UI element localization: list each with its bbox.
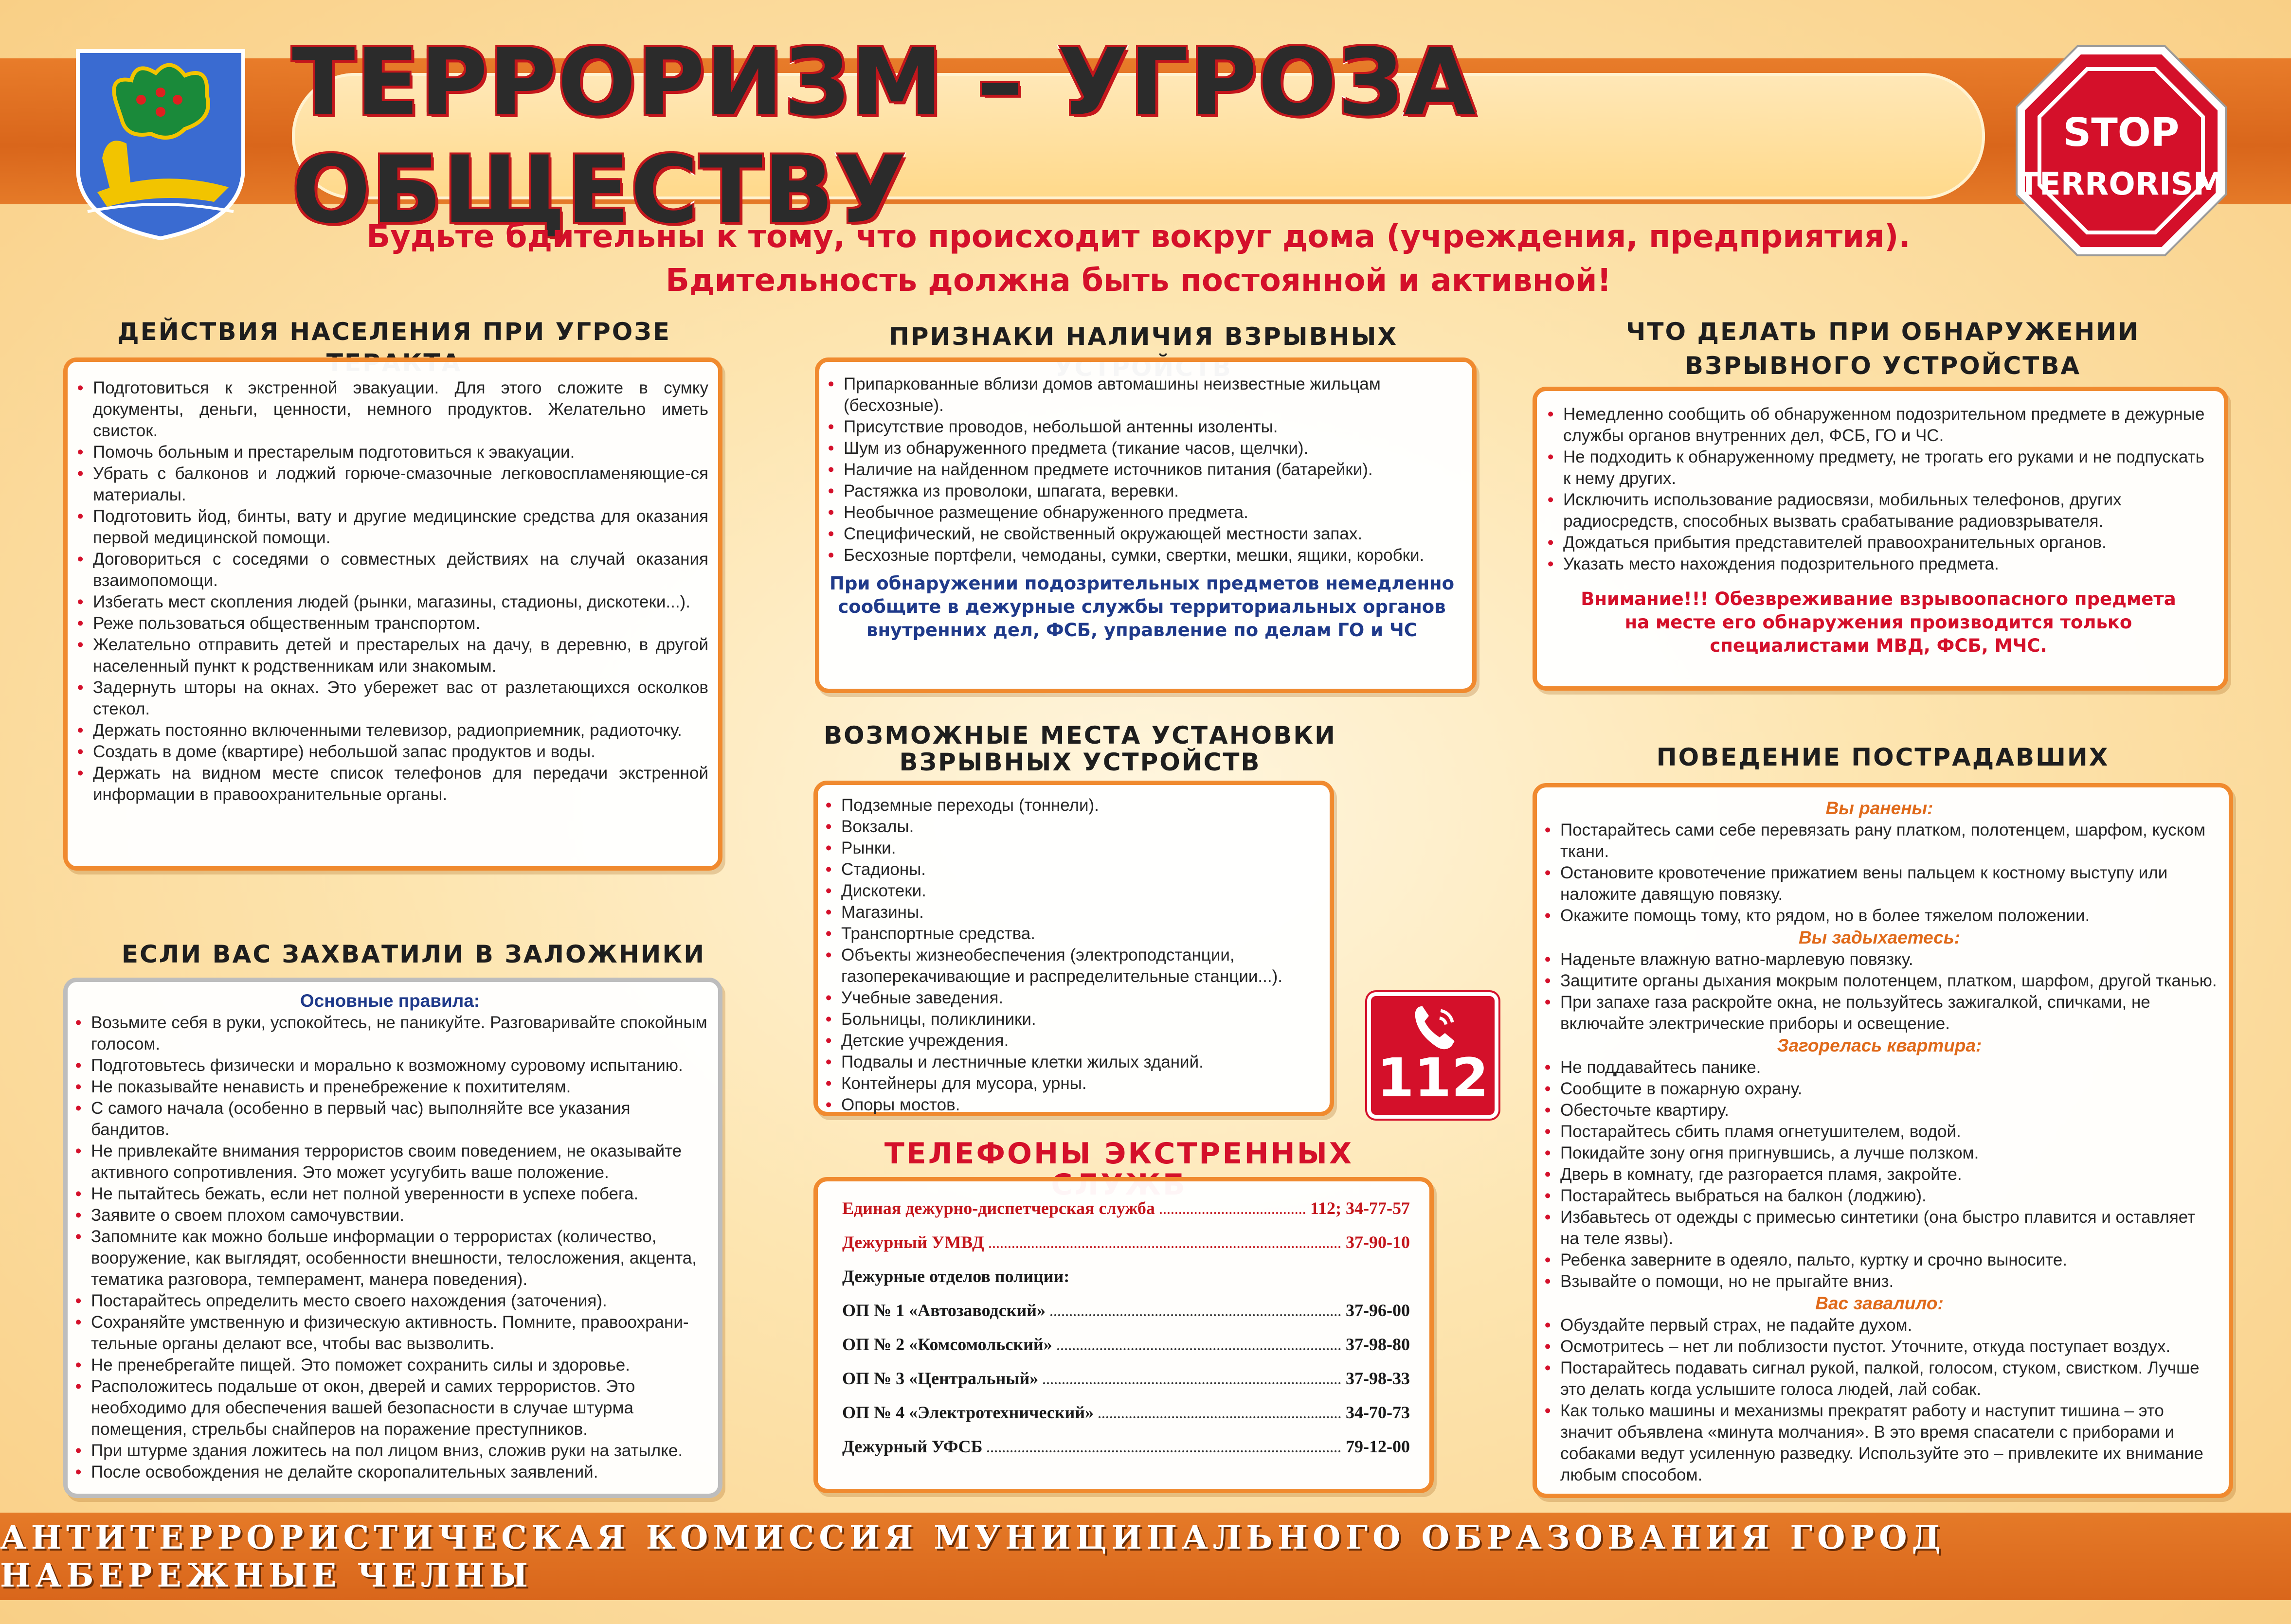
signs-box bbox=[815, 357, 1477, 693]
list-item: • Сообщите в пожарную охрану. bbox=[1541, 1078, 2218, 1100]
list-item: • Задернуть шторы на окнах. Это убережет вас от разлетающихся осколков стекол. bbox=[73, 677, 708, 720]
list-item: • Окажите помощь тому, кто рядом, но в более тяжелом положении. bbox=[1541, 905, 2218, 927]
list-item: • Покидайте зону огня пригнувшись, а лучше ползком. bbox=[1541, 1142, 2218, 1164]
list-item: • Немедленно сообщить об обнаруженном подозрительном предмете в дежурные службы органов внутренних дел, ФСБ, ГО и ЧС. bbox=[1544, 404, 2213, 446]
list-item: • Постарайтесь сами себе перевязать рану платком, полотенцем, шарфом, куском ткани. bbox=[1541, 820, 2218, 862]
places-box bbox=[813, 781, 1334, 1116]
list-item: • Создать в доме (квартире) небольшой запас продуктов и воды. bbox=[73, 741, 708, 763]
list-item: • Наличие на найденном предмете источников питания (батарейки). bbox=[824, 459, 1460, 481]
what-to-do-notice: Внимание!!! Обезвреживание взрывоопасного предмета на месте его обнаружения производится только специалистами МВД, ФСБ, МЧС. bbox=[1581, 589, 2176, 656]
list-item: • Держать постоянно включенными телевизор, радиоприемник, радиоточку. bbox=[73, 720, 708, 741]
phone-row: ОП № 2 «Комсомольский» 37-98-80 bbox=[842, 1335, 1410, 1354]
actions-title: ДЕЙСТВИЯ НАСЕЛЕНИЯ ПРИ УГРОЗЕ bbox=[117, 318, 671, 346]
list-item: • Убрать с балконов и лоджий горюче-смазочные легковоспламеняющие-ся материалы. bbox=[73, 463, 708, 506]
list-item: • Присутствие проводов, небольшой антенны изоленты. bbox=[824, 416, 1460, 438]
list-item: • Желательно отправить детей и престарелых на дачу, в деревню, в другой населенный пункт к родственникам или знакомым. bbox=[73, 634, 708, 677]
list-item: • Объекты жизнеобеспечения (электроподстанции, газоперекачивающие и распределительные станции...). bbox=[822, 945, 1320, 987]
list-item: • Растяжка из проволоки, шпагата, веревки. bbox=[824, 481, 1460, 502]
phone-row: Единая дежурно-диспетчерская служба 112; 34-77-57 bbox=[842, 1198, 1410, 1218]
list-item: • Не поддавайтесь панике. bbox=[1541, 1057, 2218, 1078]
emergency-number: 112 bbox=[1377, 1047, 1489, 1109]
police-header: Дежурные отделов полиции: bbox=[842, 1267, 1070, 1286]
list-item: • При запахе газа раскройте окна, не пользуйтесь зажигалкой, спичками, не включайте электрические приборы и освещение. bbox=[1541, 992, 2218, 1035]
page-title: ТЕРРОРИЗМ – УГРОЗА ОБЩЕСТВУ bbox=[292, 29, 1477, 244]
suffocating-subhead: Вы задыхаетесь: bbox=[1798, 928, 1961, 947]
list-item: • Исключить использование радиосвязи, мобильных телефонов, других радиосредств, способных вызвать срабатывание радиовзрывателя. bbox=[1544, 489, 2213, 532]
list-item: • Не пытайтесь бежать, если нет полной уверенности в успехе побега. bbox=[72, 1183, 708, 1205]
list-item: • Держать на видном месте список телефонов для передачи экстренной информации в правоохранительные органы. bbox=[73, 763, 708, 805]
places-list bbox=[822, 795, 1320, 1116]
list-item: • Защитите органы дыхания мокрым полотенцем, платком, шарфом, другой тканью. bbox=[1541, 970, 2218, 992]
list-item: • Учебные заведения. bbox=[822, 987, 1320, 1009]
list-item: • Запомните как можно больше информации о террористах (количество, вооружение, как выглядят, особенности внешности, телосложения, акцента, тематика разговора, темперамент, манера поведения). bbox=[72, 1226, 708, 1290]
list-item: • Наденьте влажную ватно-марлевую повязку. bbox=[1541, 949, 2218, 970]
phones-box bbox=[813, 1177, 1434, 1493]
what-to-do-box bbox=[1533, 387, 2228, 691]
list-item: • Как только машины и механизмы прекратят работу и наступит тишина – это значит объявлена «минута молчания». В это время спасатели с приборами и собаками ведут усиленную разведку. Используйте это – привлеките их внимание любым способом. bbox=[1541, 1400, 2218, 1486]
list-item: • Не пренебрегайте пищей. Это поможет сохранить силы и здоровье. bbox=[72, 1355, 708, 1376]
list-item: • Возьмите себя в руки, успокойтесь, не паникуйте. Разговаривайте спокойным голосом. bbox=[72, 1012, 708, 1055]
list-item: • Дискотеки. bbox=[822, 880, 1320, 902]
emergency-call-badge bbox=[1367, 992, 1498, 1119]
list-item: • Магазины. bbox=[822, 902, 1320, 923]
list-item: • При штурме здания ложитесь на пол лицом вниз, сложив руки на затылке. bbox=[72, 1440, 708, 1462]
what-to-do-title-2: ВЗРЫВНОГО УСТРОЙСТВА bbox=[1684, 352, 2081, 380]
list-item: • Дождаться прибытия представителей правоохранительных органов. bbox=[1544, 532, 2213, 553]
list-item: • Указать место нахождения подозрительного предмета. bbox=[1544, 553, 2213, 575]
list-item: • Взывайте о помощи, но не прыгайте вниз. bbox=[1541, 1271, 2218, 1292]
list-item: • Постарайтесь выбраться на балкон (лоджию). bbox=[1541, 1185, 2218, 1207]
list-item: • Подготовить йод, бинты, вату и другие медицинские средства для оказания первой медицинской помощи. bbox=[73, 506, 708, 549]
list-item: • Припаркованные вблизи домов автомашины неизвестные жильцам (бесхозные). bbox=[824, 374, 1460, 416]
list-item: • Бесхозные портфели, чемоданы, сумки, свертки, мешки, ящики, коробки. bbox=[824, 545, 1460, 566]
what-to-do-title-1: ЧТО ДЕЛАТЬ ПРИ ОБНАРУЖЕНИИ bbox=[1626, 318, 2140, 346]
list-item: • Подвалы и лестничные клетки жилых зданий. bbox=[822, 1052, 1320, 1073]
signs-title: ПРИЗНАКИ НАЛИЧИЯ ВЗРЫВНЫХ bbox=[889, 322, 1398, 351]
list-item: • Постарайтесь определить место своего нахождения (заточения). bbox=[72, 1290, 708, 1312]
trapped-subhead: Вас завалило: bbox=[1815, 1293, 1944, 1313]
wounded-list bbox=[1541, 820, 2218, 927]
stop-terrorism-sign-icon bbox=[2014, 44, 2228, 258]
list-item: • Помочь больным и престарелым подготовиться к эвакуации. bbox=[73, 442, 708, 463]
places-title-2: ВЗРЫВНЫХ УСТРОЙСТВ bbox=[899, 748, 1261, 776]
list-item: • Специфический, не свойственный окружающей местности запах. bbox=[824, 523, 1460, 545]
hostages-subhead: Основные правила: bbox=[300, 991, 480, 1011]
list-item: • Сохраняйте умственную и физическую активность. Помните, правоохрани-тельные органы делают все, чтобы вас вызволить. bbox=[72, 1312, 708, 1355]
phone-row: ОП № 3 «Центральный» 37-98-33 bbox=[842, 1369, 1410, 1388]
suffocating-list bbox=[1541, 949, 2218, 1035]
list-item: • Подготовиться к экстренной эвакуации. Для этого сложите в сумку документы, деньги, ценности, немного продуктов. Желательно иметь свисток. bbox=[73, 377, 708, 442]
list-item: • Больницы, поликлиники. bbox=[822, 1009, 1320, 1030]
subtitle-line-1: Будьте бдительны к тому, что происходит вокруг дома (учреждения, предприятия). bbox=[366, 219, 1911, 255]
stop-label: STOP bbox=[2063, 110, 2180, 155]
list-item: • Реже пользоваться общественным транспортом. bbox=[73, 613, 708, 634]
list-item: • Рынки. bbox=[822, 838, 1320, 859]
phone-row: Дежурный УМВД 37-90-10 bbox=[842, 1232, 1410, 1252]
victims-title: ПОВЕДЕНИЕ ПОСТРАДАВШИХ bbox=[1656, 743, 2110, 771]
wounded-subhead: Вы ранены: bbox=[1825, 798, 1933, 818]
hostages-title: ЕСЛИ ВАС ЗАХВАТИЛИ В ЗАЛОЖНИКИ bbox=[121, 940, 706, 968]
list-item: • Вокзалы. bbox=[822, 816, 1320, 838]
footer-band bbox=[0, 1513, 2291, 1600]
victims-box bbox=[1533, 783, 2233, 1498]
what-to-do-list bbox=[1544, 404, 2213, 575]
list-item: • Подземные переходы (тоннели). bbox=[822, 795, 1320, 816]
list-item: • Договориться с соседями о совместных действиях на случай оказания взаимопомощи. bbox=[73, 549, 708, 591]
list-item: • Избавьтесь от одежды с примесью синтетики (она быстро плавится и оставляет на теле язвы). bbox=[1541, 1207, 2218, 1249]
list-item: • Остановите кровотечение прижатием вены пальцем к костному выступу или наложите давящую повязку. bbox=[1541, 862, 2218, 905]
fire-subhead: Загорелась квартира: bbox=[1777, 1035, 1982, 1055]
list-item: • Дверь в комнату, где разгорается пламя, закройте. bbox=[1541, 1164, 2218, 1185]
list-item: • Осмотритесь – нет ли поблизости пустот. Уточните, откуда поступает воздух. bbox=[1541, 1336, 2218, 1357]
hostages-box bbox=[63, 978, 722, 1498]
list-item: • Подготовьтесь физически и морально к возможному суровому испытанию. bbox=[72, 1055, 708, 1076]
signs-notice: При обнаружении подозрительных предметов немедленно сообщите в дежурные службы территориальных органов внутренних дел, ФСБ, управление по делам ГО и ЧС bbox=[830, 573, 1454, 641]
fire-list bbox=[1541, 1057, 2218, 1292]
list-item: • Опоры мостов. bbox=[822, 1094, 1320, 1116]
places-title-1: ВОЗМОЖНЫЕ МЕСТА УСТАНОВКИ bbox=[824, 721, 1336, 750]
phone-row: ОП № 4 «Электротехнический» 34-70-73 bbox=[842, 1403, 1410, 1422]
footer-text: АНТИТЕРРОРИСТИЧЕСКАЯ КОМИССИЯ МУНИЦИПАЛЬНОГО ОБРАЗОВАНИЯ ГОРОД НАБЕРЕЖНЫЕ ЧЕЛНЫ bbox=[0, 1518, 1946, 1594]
list-item: • Необычное размещение обнаруженного предмета. bbox=[824, 502, 1460, 523]
terrorism-label: TERRORISM bbox=[2018, 166, 2224, 202]
list-item: • Обесточьте квартиру. bbox=[1541, 1100, 2218, 1121]
signs-list bbox=[824, 374, 1460, 566]
list-item: • Расположитесь подальше от окон, дверей и самих террористов. Это необходимо для обеспечения вашей безопасности в случае штурма помещения, стрельбы снайперов на поражение преступников. bbox=[72, 1376, 708, 1440]
list-item: • Ребенка заверните в одеяло, пальто, куртку и срочно выносите. bbox=[1541, 1249, 2218, 1271]
list-item: • Транспортные средства. bbox=[822, 923, 1320, 945]
list-item: • С самого начала (особенно в первый час) выполняйте все указания бандитов. bbox=[72, 1098, 708, 1141]
list-item: • Обуздайте первый страх, не падайте духом. bbox=[1541, 1315, 2218, 1336]
trapped-list bbox=[1541, 1315, 2218, 1486]
phone-row: ОП № 1 «Автозаводский» 37-96-00 bbox=[842, 1301, 1410, 1320]
list-item: • Шум из обнаруженного предмета (тикание часов, щелчки). bbox=[824, 438, 1460, 459]
phones-title: ТЕЛЕФОНЫ ЭКСТРЕННЫХ bbox=[884, 1137, 1354, 1171]
list-item: • Постарайтесь подавать сигнал рукой, палкой, голосом, стуком, свистком. Лучше это делать когда услышите голоса людей, лай собак. bbox=[1541, 1357, 2218, 1400]
subtitle-line-2: Бдительность должна быть постоянной и активной! bbox=[666, 263, 1611, 299]
list-item: • Не подходить к обнаруженному предмету, не трогать его руками и не подпускать к нему других. bbox=[1544, 446, 2213, 489]
list-item: • Не показывайте ненависть и пренебрежение к похитителям. bbox=[72, 1076, 708, 1098]
actions-box bbox=[63, 357, 722, 871]
list-item: • Стадионы. bbox=[822, 859, 1320, 880]
list-item: • Заявите о своем плохом самочувствии. bbox=[72, 1205, 708, 1226]
phone-row: Дежурный УФСБ 79-12-00 bbox=[842, 1437, 1410, 1456]
list-item: • После освобождения не делайте скоропалительных заявлений. bbox=[72, 1462, 708, 1483]
list-item: • Постарайтесь сбить пламя огнетушителем, водой. bbox=[1541, 1121, 2218, 1142]
list-item: • Контейнеры для мусора, урны. bbox=[822, 1073, 1320, 1094]
actions-list bbox=[73, 377, 708, 805]
list-item: • Детские учреждения. bbox=[822, 1030, 1320, 1052]
hostages-list bbox=[72, 1012, 708, 1483]
list-item: • Не привлекайте внимания террористов своим поведением, не оказывайте активного сопротивления. Это может усугубить ваше положение. bbox=[72, 1141, 708, 1183]
phones-table bbox=[842, 1198, 1410, 1470]
list-item: • Избегать мест скопления людей (рынки, магазины, стадионы, дискотеки...). bbox=[73, 591, 708, 613]
city-coat-of-arms-icon bbox=[73, 46, 248, 241]
